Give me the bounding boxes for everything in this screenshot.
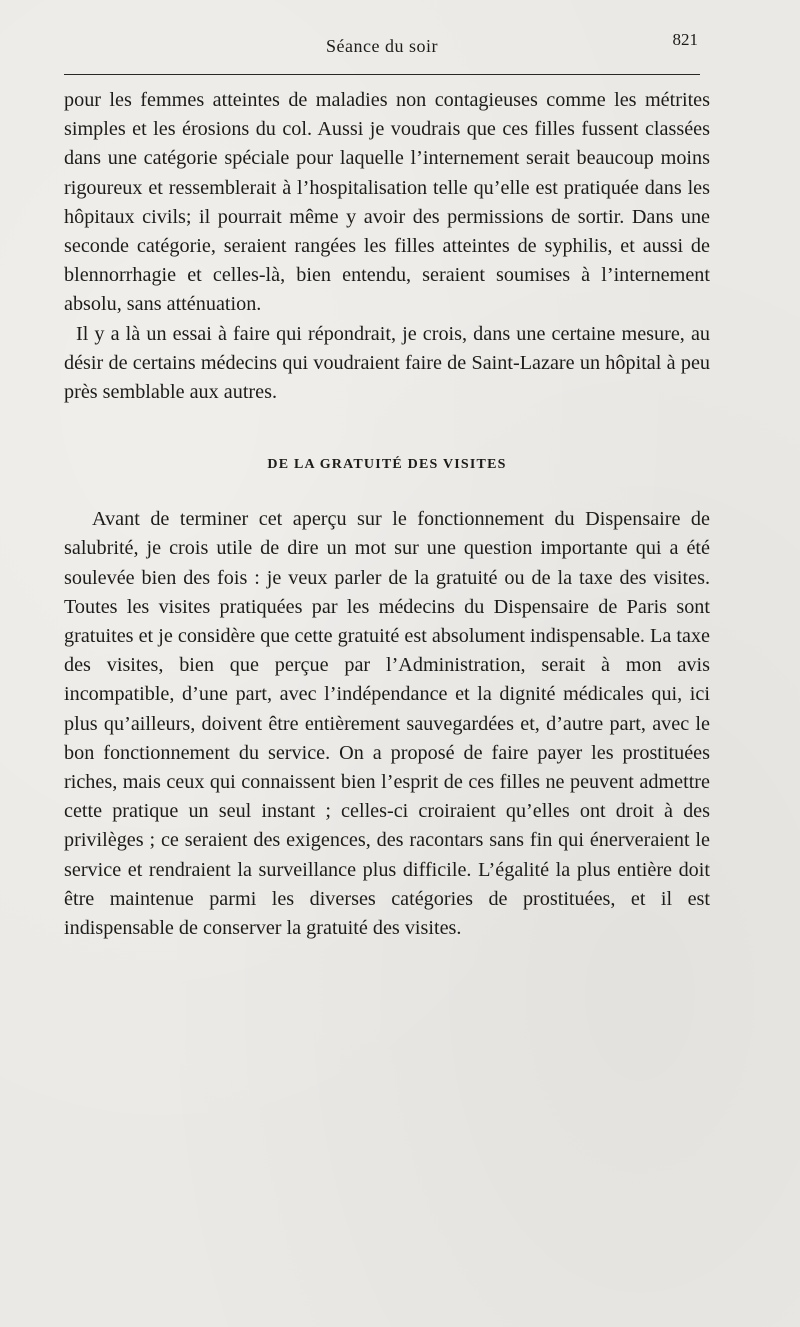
running-title: Séance du soir [326,36,438,56]
paragraph-gratuite: Avant de terminer cet aperçu sur le fonctionnement du Dispensaire de salubrité, je crois utile de dire un mot sur une question importante qui a été soulevée bien des fois : je veux parler de la gratuité ou de la taxe des visites. Toutes les visites pratiquées par les médecins du Dispensaire de Paris sont gratuites et je considère que cette gratuité est absolument indispensable. La taxe des visites, bien que perçue par l’Administration, serait à mon avis incompatible, d’une part, avec l’indépendance et la dignité médicales qui, ici plus qu’ailleurs, doivent être entièrement sauvegardées et, d’autre part, avec le bon fonctionnement du service. On a proposé de faire payer les prostituées riches, mais ceux qui connaissent bien l’esprit de ces filles ne peuvent admettre cette pratique un seul instant ; celles-ci croiraient qu’elles ont droit à des privilèges ; ce seraient des exigences, des racontars sans fin qui énerveraient le service et rendraient la surveillance plus difficile. L’égalité la plus entière doit être maintenue parmi les diverses catégories de prostituées, et il est indispensable de conserver la gratuité des visites. [64,508,710,940]
page-number: 821 [672,30,698,49]
section-heading: DE LA GRATUITÉ DES VISITES [267,457,507,473]
paragraph-saint-lazare: Il y a là un essai à faire qui répondrait, je crois, dans une certaine mesure, au désir de certains médecins qui voudraient faire de Saint-Lazare un hôpital à peu près semblable aux autres. [64,322,710,404]
paragraph-continuation: pour les femmes atteintes de maladies non contagieuses comme les métrites simples et les érosions du col. Aussi je voudrais que ces filles fussent classées dans une catégorie spéciale pour laquelle l’internement serait beaucoup moins rigoureux et ressemblerait à l’hospitalisation telle qu’elle est pratiquée dans les hôpitaux civils; il pourrait même y avoir des permissions de sortir. Dans une seconde catégorie, seraient rangées les filles atteintes de syphilis, et aussi de blennorrhagie et celles-là, bien entendu, seraient soumises à l’internement absolu, sans atténuation. [64,89,710,316]
body-text [64,86,710,943]
page-header [64,30,700,66]
header-rule [64,74,700,75]
